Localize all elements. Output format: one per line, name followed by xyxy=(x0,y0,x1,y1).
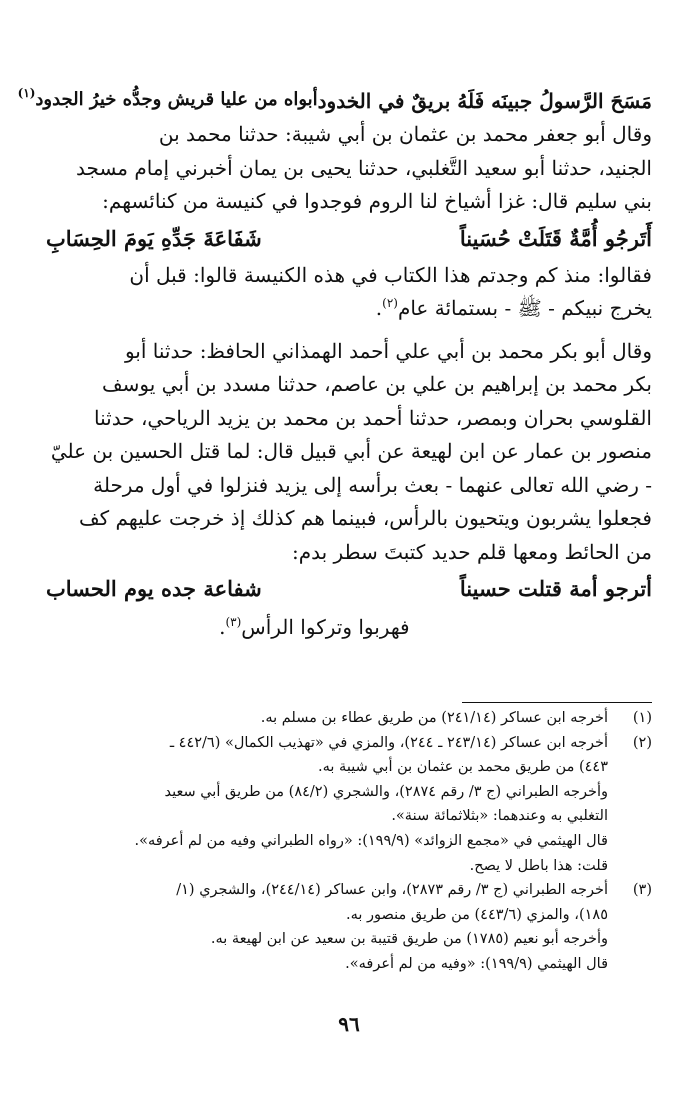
footnote-line: وأخرجه أبو نعيم (١٧٨٥) من طريق قتيبة بن سعيد عن ابن لهيعة به. xyxy=(210,931,608,948)
paragraph-line: منصور بن عمار عن ابن لهيعة عن أبي قبيل قال: لما قتل الحسين بن عليّ xyxy=(50,439,652,463)
paragraph-line: وقال أبو بكر محمد بن أبي علي أحمد الهمذاني الحافظ: حدثنا أبو xyxy=(124,338,652,363)
closing-text: فهربوا وتركوا الرأس xyxy=(241,615,410,639)
footnote-1 xyxy=(40,706,652,731)
verse-2 xyxy=(46,569,652,609)
verse-1-hemistich-1: أَتَرجُو أُمَّةٌ قَتَلَتْ حُسَيناً xyxy=(459,225,652,251)
verse-1-hemistich-2: شَفَاعَةَ جَدِّهِ يَومَ الحِسَابِ xyxy=(46,225,262,251)
footnote-body xyxy=(40,731,608,879)
footnotes xyxy=(40,706,652,977)
footnote-line: وأخرجه الطبراني (ج ٣/ رقم ٢٨٧٤)، والشجري (٨٤/٢) من طريق أبي سعيد xyxy=(164,783,608,800)
footnote-line: أخرجه الطبراني (ج ٣/ رقم ٢٨٧٣)، وابن عساكر (٢٤٤/١٤)، والشجري (١/ xyxy=(176,882,608,899)
paragraph-3 xyxy=(46,335,652,570)
footnote-line: ١٨٥)، والمزي (٤٤٣/٦) من طريق منصور به. xyxy=(345,906,608,923)
footnote-mark-1: (١) xyxy=(17,86,36,100)
paragraph-line: وقال أبو جعفر محمد بن عثمان بن أبي شيبة: حدثنا محمد بن xyxy=(158,122,652,146)
footnote-line: أخرجه ابن عساكر (٢٤٣/١٤ ـ ٢٤٤)، والمزي في «تهذيب الكمال» (٤٤٢/٦ ـ xyxy=(169,734,608,751)
footnote-body xyxy=(40,878,608,976)
footnote-line: قال الهيثمي في «مجمع الزوائد» (١٩٩/٩): «رواه الطبراني وفيه من لم أعرفه». xyxy=(134,832,608,849)
verse-2-hemistich-1: أترجو أمة قتلت حسيناً xyxy=(459,576,652,601)
footnote-number: (٣) xyxy=(632,882,652,899)
paragraph-line: فقالوا: منذ كم وجدتم هذا الكتاب في هذه الكنيسة قالوا: قبل أن xyxy=(129,262,652,287)
footnote-line: قال الهيثمي (١٩٩/٩): «وفيه من لم أعرفه». xyxy=(345,955,608,972)
paragraph-2 xyxy=(46,259,652,329)
verse-1 xyxy=(46,219,652,259)
header-hemistich-2-text: أبواه من عليا قريش وجدُّه خيرُ الجدود xyxy=(35,89,318,110)
paragraph-line-text: يخرج نبيكم - ﷺ - بستمائة عام xyxy=(397,296,652,320)
header-hemistich-1 xyxy=(318,84,652,118)
paragraph-line: من الحائط ومعها قلم حديد كتبتَ سطر بدم: xyxy=(291,539,652,564)
footnote-line: قلت: هذا باطل لا يصح. xyxy=(469,857,608,874)
footnote-body xyxy=(40,706,608,731)
footnote-line: التغلبي به وعندهما: «بثلاثمائة سنة». xyxy=(391,808,608,825)
footnote-line: ٤٤٣) من طريق محمد بن عثمان بن أبي شيبة به. xyxy=(318,759,608,776)
footnote-2 xyxy=(40,731,652,879)
paragraph-line: بكر محمد بن إبراهيم بن علي بن عاصم، حدثنا مسدد بن أبي يوسف xyxy=(101,372,652,396)
paragraph-line: - رضي الله تعالى عنهما - بعث برأسه إلى يزيد فنزلوا في أول مرحلة xyxy=(93,472,652,497)
verse-2-hemistich-2: شفاعة جده يوم الحساب xyxy=(46,576,262,601)
header-hemistich-1-text: مَسَحَ الرَّسولُ جبينَه فَلَهُ بريقٌ في الخدود xyxy=(317,89,652,113)
footnote-number: (٢) xyxy=(632,734,652,751)
header-verse xyxy=(17,82,652,118)
paragraph-line: بني سليم قال: غزا أشياخ لنا الروم فوجدوا في كنيسة من كنائسهم: xyxy=(102,189,652,213)
footnote-mark-2: (٢) xyxy=(382,296,398,310)
footnote-separator xyxy=(462,702,652,703)
paragraph-line: القلوسي بحران وبمصر، حدثنا أحمد بن محمد بن يزيد الرياحي، حدثنا xyxy=(94,405,652,430)
header-hemistich-2 xyxy=(18,83,318,118)
paragraph-1 xyxy=(46,118,652,219)
paragraph-line: فجعلوا يشربون ويتحيون بالرأس، فبينما هم كذلك إذ خرجت عليهم كف xyxy=(78,506,652,530)
paragraph-line: الجنيد، حدثنا أبو سعيد التَّغلبي، حدثنا يحيى بن يمان أخبرني إمام مسجد xyxy=(76,155,652,180)
page-number: ٩٦ xyxy=(338,1012,360,1036)
footnote-line: أخرجه ابن عساكر (٢٤١/١٤) من طريق عطاء بن مسلم به. xyxy=(260,710,608,726)
closing-line: فهربوا وتركوا الرأس$^{(٣)}$. xyxy=(219,615,410,639)
footnote-3 xyxy=(40,878,652,976)
footnote-number: (١) xyxy=(632,710,652,726)
paragraph-line: يخرج نبيكم - ﷺ - بستمائة عام$^{(٢)}$. xyxy=(375,296,652,320)
footnote-mark-3: (٣) xyxy=(225,615,242,629)
